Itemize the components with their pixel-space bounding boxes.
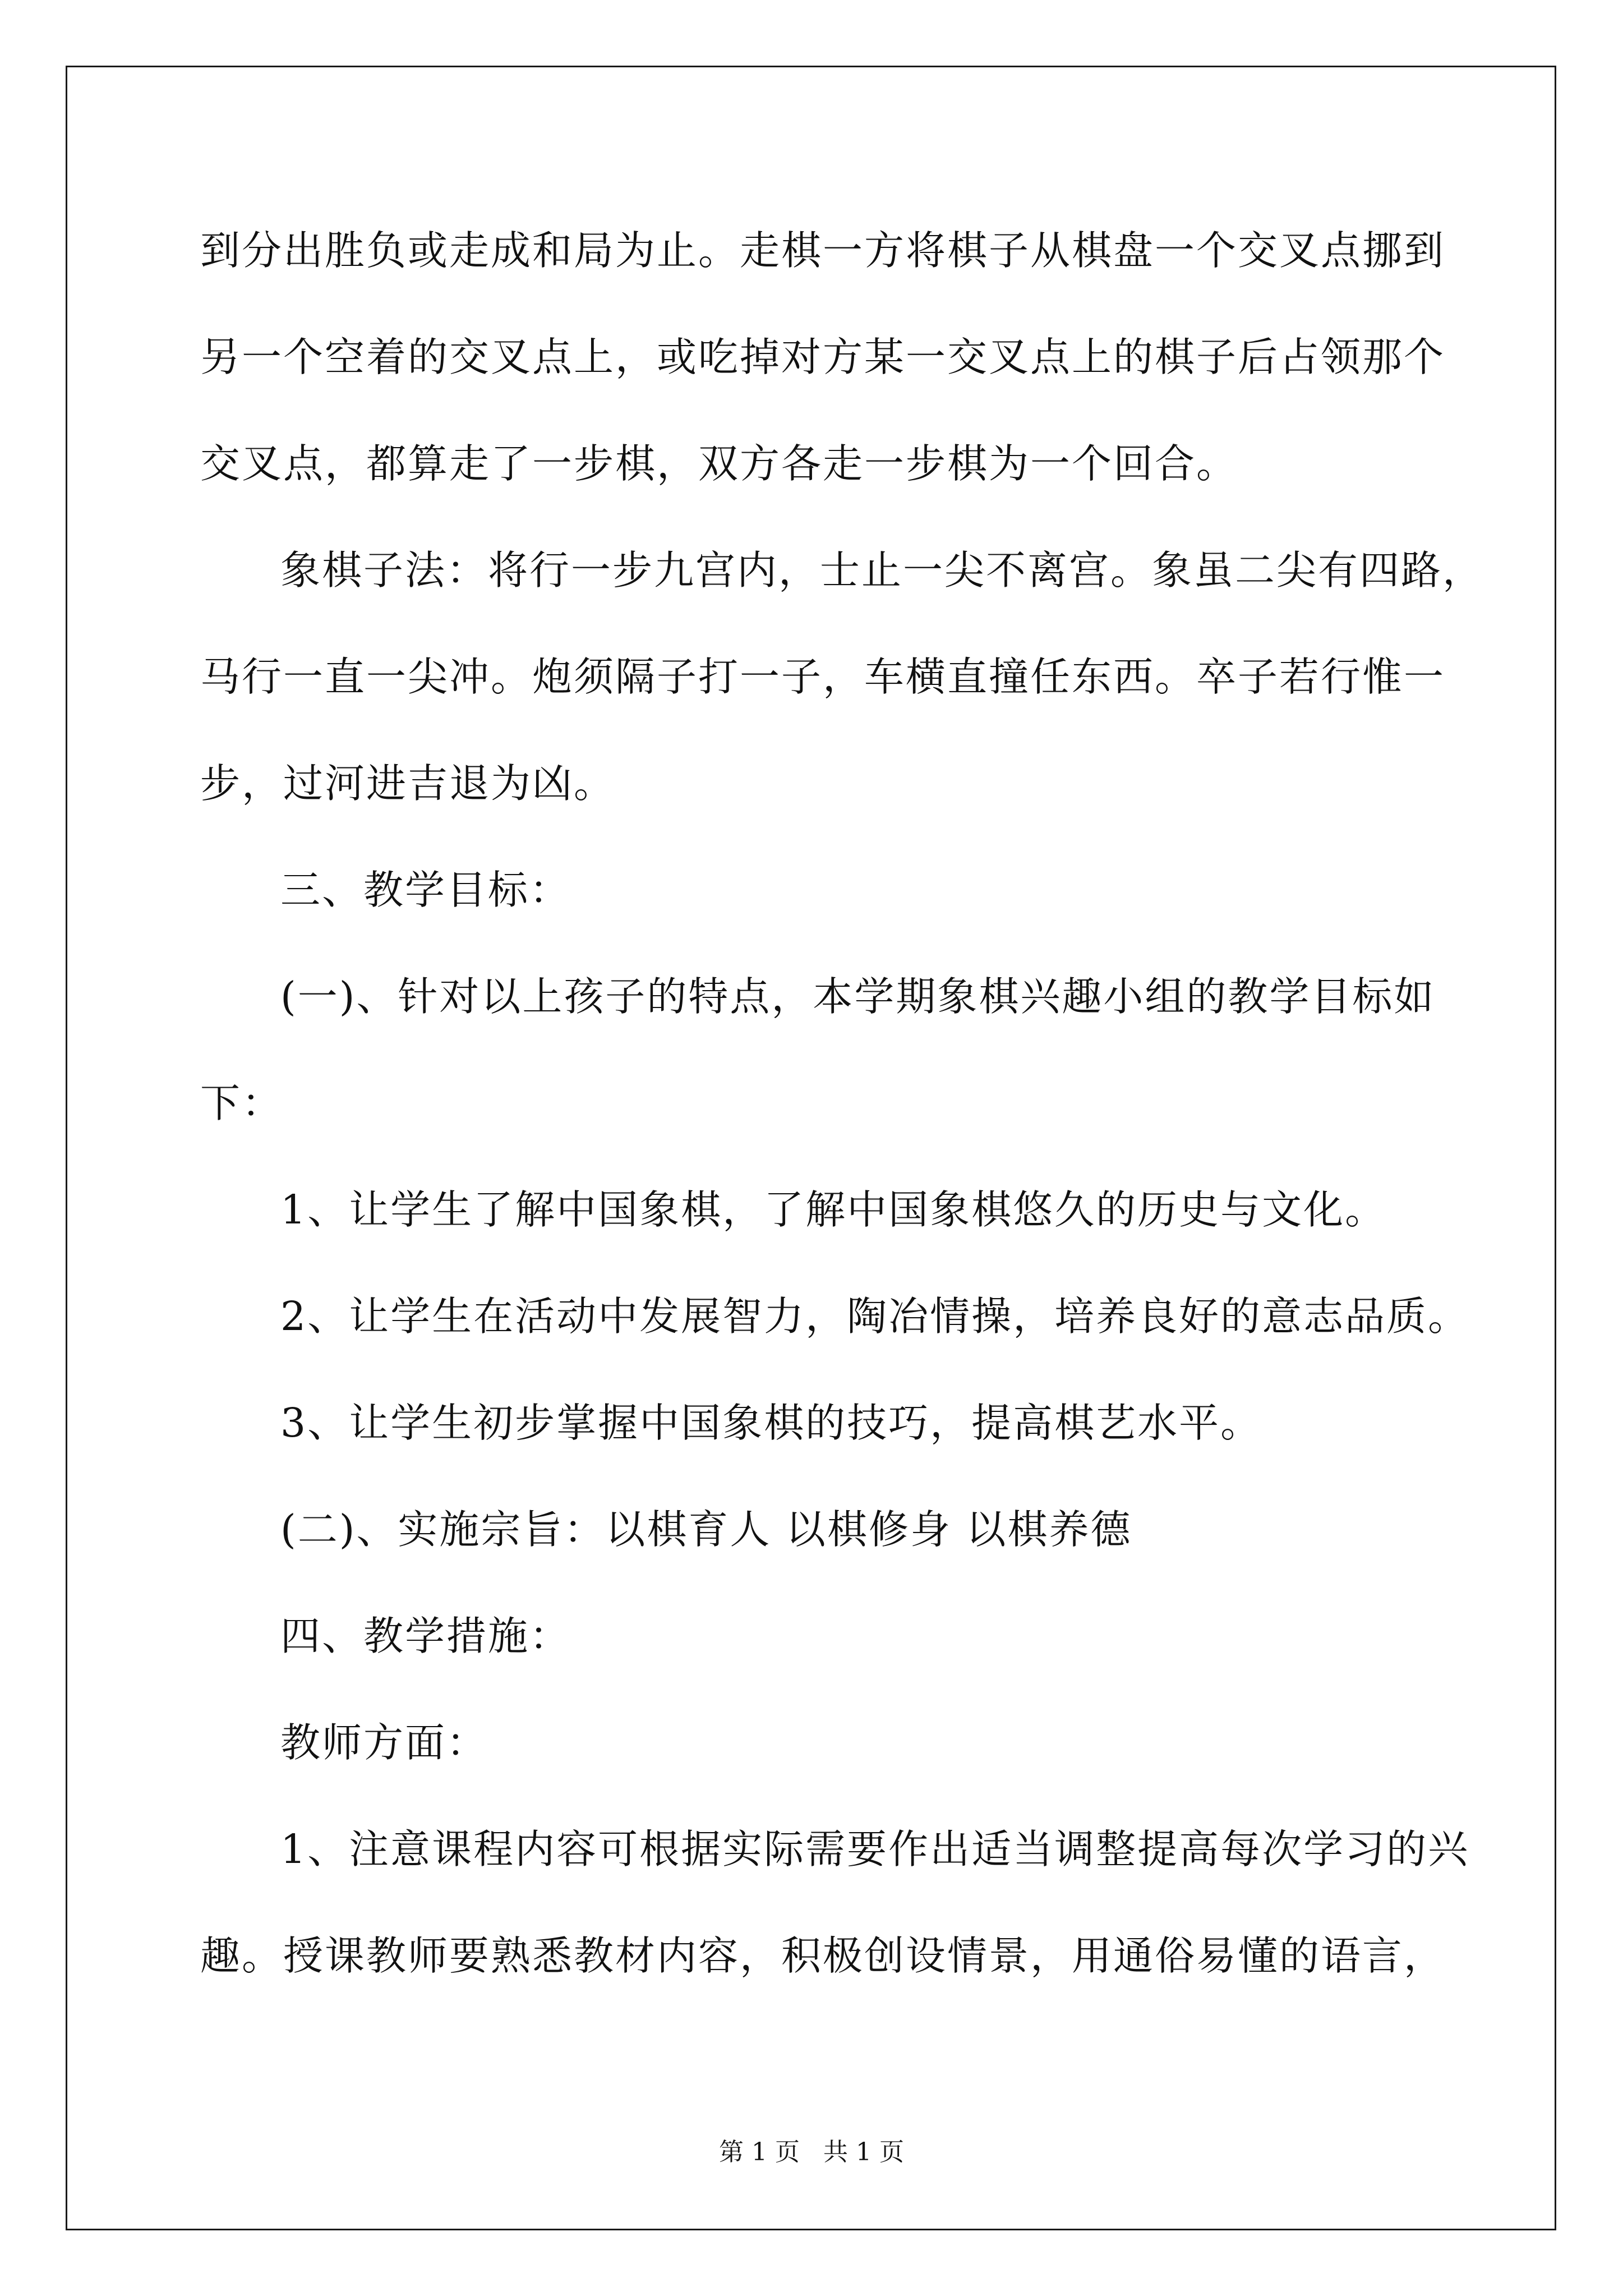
text-line: 到分出胜负或走成和局为止。走棋一方将棋子从棋盘一个交叉点挪到 (200, 227, 1446, 274)
text-line: (二)、实施宗旨：以棋育人 以棋修身 以棋养德 (280, 1506, 1132, 1553)
text-line: 象棋子法：将行一步九宫内，士止一尖不离宫。象虽二尖有四路， (280, 547, 1484, 593)
page-border (66, 66, 1556, 2230)
text-line: 趣。授课教师要熟悉教材内容，积极创设情景，用通俗易懂的语言， (200, 1932, 1446, 1979)
text-line: (一)、针对以上孩子的特点，本学期象棋兴趣小组的教学目标如 (280, 973, 1436, 1020)
text-line: 2、让学生在活动中发展智力，陶冶情操，培养良好的意志品质。 (280, 1293, 1470, 1340)
text-line: 步，过河进吉退为凶。 (200, 760, 616, 807)
text-line: 1、注意课程内容可根据实际需要作出适当调整提高每次学习的兴 (280, 1826, 1470, 1872)
text-line: 马行一直一尖冲。炮须隔子打一子，车横直撞任东西。卒子若行惟一 (200, 654, 1446, 700)
text-line: 教师方面： (280, 1719, 488, 1766)
text-line: 1、让学生了解中国象棋，了解中国象棋悠久的历史与文化。 (280, 1186, 1387, 1233)
section-heading: 四、教学措施： (280, 1613, 571, 1659)
text-line: 交叉点，都算走了一步棋，双方各走一步棋为一个回合。 (200, 440, 1238, 487)
section-heading: 三、教学目标： (280, 867, 571, 913)
text-line: 另一个空着的交叉点上，或吃掉对方某一交叉点上的棋子后占领那个 (200, 334, 1446, 380)
text-line: 下： (200, 1080, 284, 1126)
page-footer: 第 1 页 共 1 页 (719, 2138, 904, 2166)
text-line: 3、让学生初步掌握中国象棋的技巧，提高棋艺水平。 (280, 1400, 1262, 1446)
